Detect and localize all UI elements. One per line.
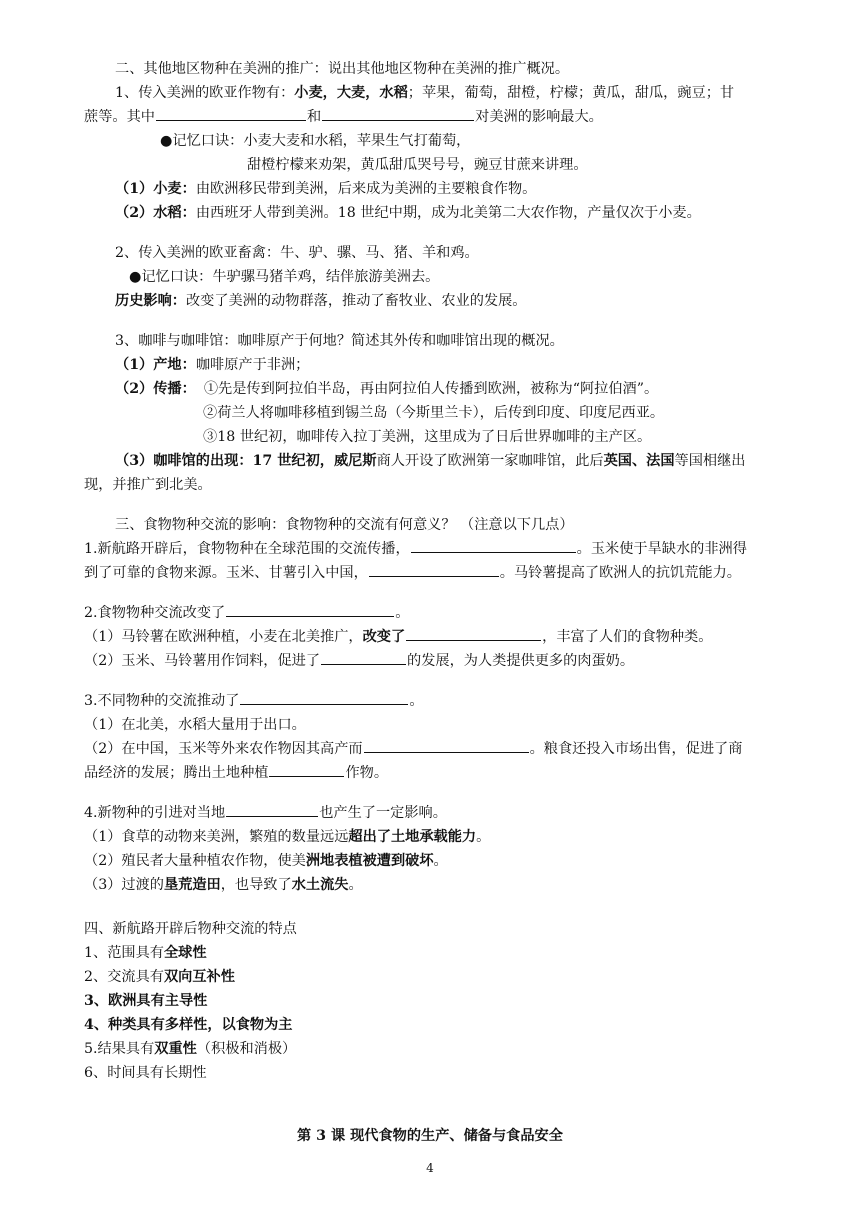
blank-underline xyxy=(240,689,408,705)
text: 等国相继出 xyxy=(674,453,746,469)
text: 。 xyxy=(409,693,424,709)
bold-text: 双向互补性 xyxy=(163,969,235,985)
bold-text: 垦荒造田 xyxy=(163,877,221,893)
text: 1、范围具有 xyxy=(84,945,164,961)
list-item: 3、欧洲具有主导性 xyxy=(84,993,208,1009)
text: 4.新物种的引进对当地 xyxy=(84,805,226,821)
text: 改变了美洲的动物群落，推动了畜牧业、农业的发展。 xyxy=(185,293,527,309)
paragraph-line xyxy=(115,177,536,202)
text: （3）过渡的 xyxy=(84,877,164,893)
text: 。 xyxy=(476,829,491,845)
text: 蔗等。其中 xyxy=(84,109,155,125)
list-item: 6、时间具有长期性 xyxy=(84,1065,207,1081)
text: 。粮食还投入市场出售，促进了商 xyxy=(529,741,743,757)
section-heading: 三、食物物种交流的影响：食物物种的交流有何意义？ （注意以下几点） xyxy=(115,517,574,533)
bold-text: 改变了 xyxy=(362,629,406,645)
paragraph-line xyxy=(84,537,747,562)
paragraph-line xyxy=(115,449,745,474)
text: （2）殖民者大量种植农作物，使美 xyxy=(84,853,306,869)
text: 商人开设了欧洲第一家咖啡馆，此后 xyxy=(376,453,604,469)
paragraph-line xyxy=(84,801,447,826)
text: 由欧洲移民带到美洲，后来成为美洲的主要粮食作物。 xyxy=(195,181,537,197)
bold-label: （3）咖啡馆的出现：17 世纪初，威尼斯 xyxy=(115,453,377,469)
bold-text: 小麦，大麦，水稻 xyxy=(294,85,408,101)
text: ①先是传到阿拉伯半岛，再由阿拉伯人传播到欧洲，被称为“阿拉伯酒”。 xyxy=(203,381,659,397)
blank-underline xyxy=(226,601,394,617)
text: 对美洲的影响最大。 xyxy=(475,109,603,125)
bold-label: （1）产地： xyxy=(115,357,196,373)
text: 和 xyxy=(306,109,322,125)
blank-underline xyxy=(156,105,306,121)
mnemonic: ●记忆口诀：小麦大麦和水稻，苹果生气打葡萄， xyxy=(160,133,471,149)
text: 5.结果具有 xyxy=(84,1041,155,1057)
bold-text: 水土流失 xyxy=(291,877,349,893)
text: 咖啡原产于非洲； xyxy=(195,357,310,373)
paragraph-line: 2、传入美洲的欧亚畜禽：牛、驴、骡、马、猪、羊和鸡。 xyxy=(115,245,479,261)
paragraph-line xyxy=(84,825,490,850)
paragraph-line xyxy=(115,201,701,226)
paragraph-line: 3、咖啡与咖啡馆：咖啡原产于何地？简述其外传和咖啡馆出现的概况。 xyxy=(115,333,564,349)
list-item xyxy=(84,965,235,990)
text: 。马铃薯提高了欧洲人的抗饥荒能力。 xyxy=(499,565,741,581)
paragraph-line: ③18 世纪初，咖啡传入拉丁美洲，这里成为了日后世界咖啡的主产区。 xyxy=(203,429,652,445)
text: 。 xyxy=(348,877,363,893)
bold-text: 洲地表植被遭到破坏 xyxy=(305,853,434,869)
paragraph-line xyxy=(84,761,388,786)
paragraph-line xyxy=(115,353,309,378)
text: 品经济的发展；腾出土地种植 xyxy=(84,765,269,781)
bold-label: （2）水稻： xyxy=(115,205,196,221)
blank-underline xyxy=(364,737,529,753)
blank-underline xyxy=(226,801,318,817)
blank-underline xyxy=(269,761,344,777)
blank-underline xyxy=(406,625,541,641)
paragraph-line: （1）在北美，水稻大量用于出口。 xyxy=(84,717,306,733)
text: 也产生了一定影响。 xyxy=(319,805,447,821)
text: （1）马铃薯在欧洲种植，小麦在北美推广， xyxy=(84,629,363,645)
blank-underline xyxy=(321,649,406,665)
lesson-title: 第 3 课 现代食物的生产、储备与食品安全 xyxy=(297,1128,563,1144)
text: 。 xyxy=(433,853,448,869)
text: （2）玉米、马铃薯用作饲料，促进了 xyxy=(84,653,321,669)
mnemonic: ●记忆口诀：牛驴骡马猪羊鸡，结伴旅游美洲去。 xyxy=(129,269,440,285)
text: 的发展，为人类提供更多的肉蛋奶。 xyxy=(407,653,635,669)
paragraph-line xyxy=(84,689,424,714)
text: （积极和消极） xyxy=(196,1041,297,1057)
text: 2、交流具有 xyxy=(84,969,164,985)
paragraph-line xyxy=(84,561,741,586)
text: ；苹果，葡萄，甜橙，柠檬；黄瓜，甜瓜，豌豆；甘 xyxy=(407,85,735,101)
bold-text: 英国、法国 xyxy=(603,453,675,469)
text: （1）食草的动物来美洲，繁殖的数量远远 xyxy=(84,829,349,845)
blank-underline xyxy=(411,537,576,553)
section-heading: 二、其他地区物种在美洲的推广：说出其他地区物种在美洲的推广概况。 xyxy=(115,61,570,77)
page-number: 4 xyxy=(426,1161,434,1175)
text: 1.新航路开辟后，食物物种在全球范围的交流传播， xyxy=(84,541,410,557)
bold-label: 历史影响： xyxy=(115,293,186,309)
blank-underline xyxy=(369,561,499,577)
bold-label: （1）小麦： xyxy=(115,181,196,197)
bold-text: 全球性 xyxy=(163,945,207,961)
paragraph-line xyxy=(84,601,409,626)
list-item xyxy=(84,941,207,966)
text: 1、传入美洲的欧亚作物有： xyxy=(115,85,295,101)
text: 到了可靠的食物来源。玉米、甘薯引入中国， xyxy=(84,565,368,581)
paragraph-line xyxy=(115,81,734,106)
paragraph-line: ②荷兰人将咖啡移植到锡兰岛（今斯里兰卡），后传到印度、印度尼西亚。 xyxy=(203,405,665,421)
paragraph-line xyxy=(115,289,526,314)
section-heading: 四、新航路开辟后物种交流的特点 xyxy=(84,921,297,937)
text: ，也导致了 xyxy=(220,877,292,893)
text: ，丰富了人们的食物种类。 xyxy=(542,629,713,645)
paragraph-line xyxy=(84,105,603,130)
paragraph-line xyxy=(84,849,448,874)
paragraph-line xyxy=(115,377,658,402)
paragraph-line xyxy=(84,737,742,762)
text: 作物。 xyxy=(345,765,389,781)
text: 3.不同物种的交流推动了 xyxy=(84,693,240,709)
paragraph-line xyxy=(84,625,712,650)
blank-underline xyxy=(322,105,474,121)
text: 。 xyxy=(395,605,410,621)
bold-text: 双重性 xyxy=(154,1041,197,1057)
text: 由西班牙人带到美洲。18 世纪中期，成为北美第二大农作物，产量仅次于小麦。 xyxy=(195,205,701,221)
mnemonic: 甜橙柠檬来劝架，黄瓜甜瓜哭号号，豌豆甘蔗来讲理。 xyxy=(247,157,588,173)
text: 。玉米使于旱缺水的非洲得 xyxy=(576,541,747,557)
bold-text: 超出了土地承载能力 xyxy=(348,829,477,845)
paragraph-line xyxy=(84,873,363,898)
list-item xyxy=(84,1037,296,1062)
paragraph-line: 现，并推广到北美。 xyxy=(84,477,212,493)
paragraph-line xyxy=(84,649,634,674)
text: 2.食物物种交流改变了 xyxy=(84,605,226,621)
list-item: 4、种类具有多样性，以食物为主 xyxy=(84,1017,293,1033)
bold-label: （2）传播： xyxy=(115,381,196,397)
text: （2）在中国，玉米等外来农作物因其高产而 xyxy=(84,741,363,757)
